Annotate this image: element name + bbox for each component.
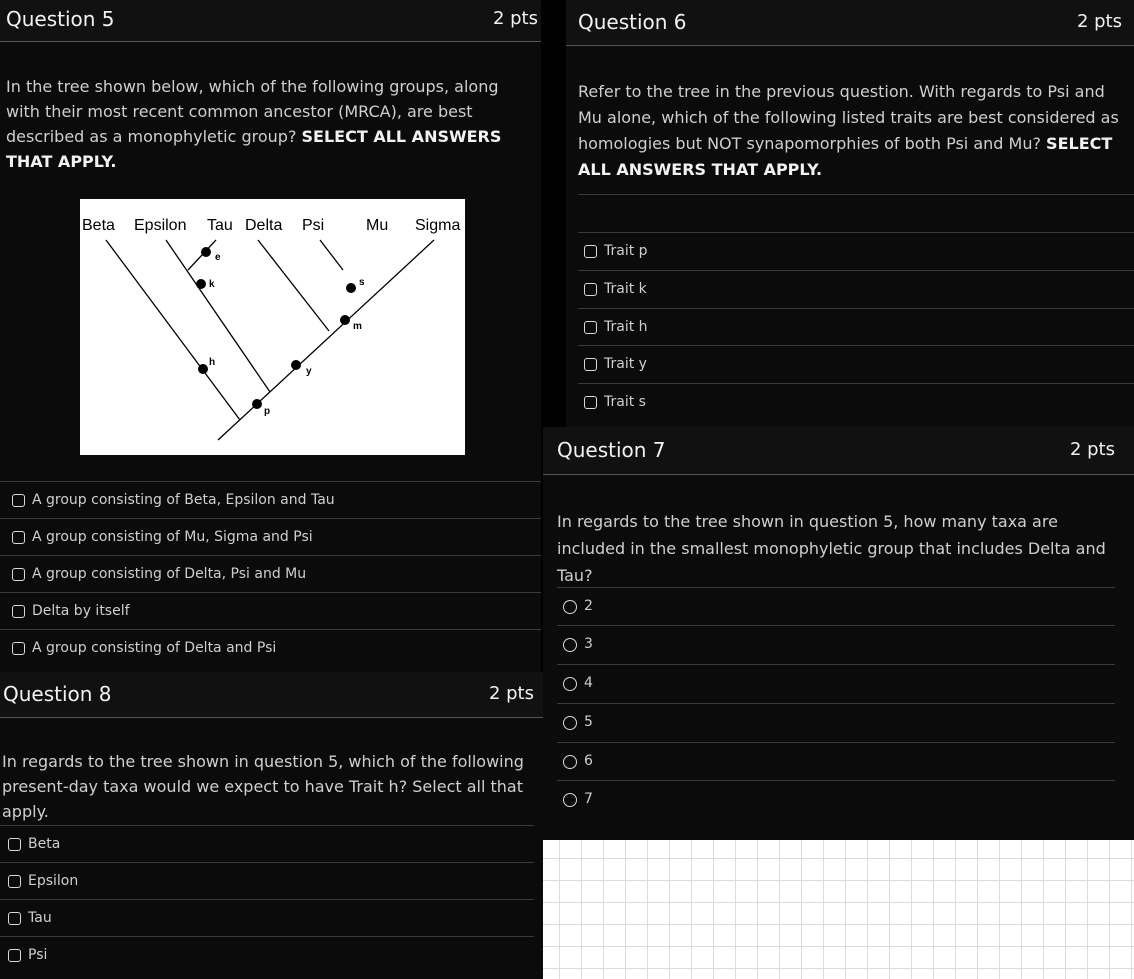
q7-option-1-radio[interactable] xyxy=(563,600,577,614)
question-6-text xyxy=(578,79,1126,183)
q8-option-1-checkbox[interactable] xyxy=(8,838,21,851)
q7-option-4-radio[interactable] xyxy=(563,716,577,730)
question-5-text xyxy=(6,74,536,174)
question-7-points: 2 pts xyxy=(1069,439,1115,460)
q5-option-2[interactable] xyxy=(0,518,541,556)
q7-option-3-radio[interactable] xyxy=(563,677,577,691)
q5-option-1-label: A group consisting of Beta, Epsilon and Tau xyxy=(32,492,335,508)
taxon-mu: Mu xyxy=(366,217,389,234)
q7-option-3[interactable] xyxy=(557,664,1115,703)
taxon-tau: Tau xyxy=(207,217,233,234)
q6-option-1[interactable] xyxy=(578,232,1134,270)
question-8-panel xyxy=(0,672,543,979)
trait-m-label: m xyxy=(353,321,362,332)
trait-s-dot xyxy=(346,283,356,293)
tree-diagram xyxy=(80,199,465,455)
q5-option-3-label: A group consisting of Delta, Psi and Mu xyxy=(32,566,307,582)
q5-option-3-checkbox[interactable] xyxy=(12,568,25,581)
q5-option-5[interactable] xyxy=(0,629,541,667)
trait-m-dot xyxy=(340,315,350,325)
q6-option-4[interactable] xyxy=(578,345,1134,383)
trait-y-label: y xyxy=(306,366,312,377)
question-6-prompt: Refer to the tree in the previous question. With regards to Psi and Mu alone, which of the following listed traits are best considered as homologies but NOT synapomorphies of both Psi and Mu? xyxy=(578,82,1119,153)
question-6-panel xyxy=(566,0,1134,427)
q6-option-4-label: Trait y xyxy=(604,356,647,372)
q6-option-3-checkbox[interactable] xyxy=(584,321,597,334)
question-8-points: 2 pts xyxy=(488,683,534,704)
q7-option-5-radio[interactable] xyxy=(563,755,577,769)
question-7-header xyxy=(543,427,1134,475)
q7-option-2-radio[interactable] xyxy=(563,638,577,652)
q6-option-2-label: Trait k xyxy=(604,281,647,297)
q8-option-2[interactable] xyxy=(0,862,534,900)
q6-option-5-checkbox[interactable] xyxy=(584,396,597,409)
taxon-beta: Beta xyxy=(82,217,115,234)
trait-h-dot xyxy=(198,364,208,374)
q8-option-3[interactable] xyxy=(0,899,534,937)
trait-p-label: p xyxy=(264,406,271,417)
q8-option-2-checkbox[interactable] xyxy=(8,875,21,888)
q6-option-3-label: Trait h xyxy=(604,319,648,335)
question-7-text: In regards to the tree shown in question 5, how many taxa are included in the smallest monophyletic group that includes Delta and Tau? xyxy=(557,512,1106,585)
q7-option-2-label: 3 xyxy=(584,636,593,652)
q7-option-6[interactable] xyxy=(557,780,1115,819)
q8-option-1[interactable] xyxy=(0,825,534,863)
q5-option-4-label: Delta by itself xyxy=(32,603,130,619)
q6-option-4-checkbox[interactable] xyxy=(584,358,597,371)
q7-option-6-radio[interactable] xyxy=(563,793,577,807)
taxon-delta: Delta xyxy=(245,217,283,234)
trait-k-label: k xyxy=(209,279,215,290)
q5-option-1-checkbox[interactable] xyxy=(12,494,25,507)
q8-option-4-label: Psi xyxy=(28,947,48,963)
q6-option-5[interactable] xyxy=(578,383,1134,421)
taxon-sigma: Sigma xyxy=(415,217,461,234)
q6-option-1-label: Trait p xyxy=(604,243,648,259)
q5-option-5-label: A group consisting of Delta and Psi xyxy=(32,640,277,656)
question-7-panel xyxy=(543,427,1134,840)
question-8-text: In regards to the tree shown in question 5, which of the following present-day taxa would we expect to have Trait h? Select all that apply. xyxy=(2,752,524,821)
question-5-points: 2 pts xyxy=(492,8,538,29)
q8-option-1-label: Beta xyxy=(28,836,61,852)
q8-option-3-label: Tau xyxy=(28,910,52,926)
q5-option-3[interactable] xyxy=(0,555,541,593)
trait-s-label: s xyxy=(359,277,365,288)
q7-option-5[interactable] xyxy=(557,742,1115,781)
q5-option-1[interactable] xyxy=(0,481,541,519)
question-6-instruction: SELECT ALL ANSWERS THAT APPLY. xyxy=(578,134,1113,179)
q6-option-5-label: Trait s xyxy=(604,394,646,410)
question-5-title: Question 5 xyxy=(6,7,115,31)
q8-option-4-checkbox[interactable] xyxy=(8,949,21,962)
q6-option-2-checkbox[interactable] xyxy=(584,283,597,296)
question-5-instruction: SELECT ALL ANSWERS THAT APPLY. xyxy=(6,127,502,171)
q5-option-4[interactable] xyxy=(0,592,541,630)
taxon-epsilon: Epsilon xyxy=(134,217,187,234)
q6-separator-top xyxy=(578,194,1134,195)
q7-option-1[interactable] xyxy=(557,587,1115,626)
question-6-header xyxy=(566,0,1134,46)
q7-option-2[interactable] xyxy=(557,625,1115,664)
question-5-header xyxy=(0,0,541,42)
q6-option-2[interactable] xyxy=(578,270,1134,308)
phylogenetic-tree xyxy=(80,199,465,455)
q5-option-2-label: A group consisting of Mu, Sigma and Psi xyxy=(32,529,313,545)
q7-option-6-label: 7 xyxy=(584,791,593,807)
trait-p-dot xyxy=(252,399,262,409)
q7-option-3-label: 4 xyxy=(584,675,593,691)
q5-option-4-checkbox[interactable] xyxy=(12,605,25,618)
q7-option-5-label: 6 xyxy=(584,753,593,769)
q7-option-1-label: 2 xyxy=(584,598,593,614)
trait-markers xyxy=(196,247,356,409)
question-8-header xyxy=(0,672,543,718)
trait-k-dot xyxy=(196,279,206,289)
question-8-title: Question 8 xyxy=(3,682,112,706)
question-5-prompt: In the tree shown below, which of the following groups, along with their most recent common ancestor (MRCA), are best described as a monophyletic group? xyxy=(6,77,499,146)
q7-option-4-label: 5 xyxy=(584,714,593,730)
q7-option-4[interactable] xyxy=(557,703,1115,742)
trait-h-label: h xyxy=(209,357,216,368)
q6-option-3[interactable] xyxy=(578,308,1134,346)
question-5-panel xyxy=(0,0,541,672)
question-6-points: 2 pts xyxy=(1076,11,1122,32)
q6-option-1-checkbox[interactable] xyxy=(584,245,597,258)
trait-e-dot xyxy=(201,247,211,257)
q8-option-3-checkbox[interactable] xyxy=(8,912,21,925)
q8-option-2-label: Epsilon xyxy=(28,873,79,889)
taxon-psi: Psi xyxy=(302,217,325,234)
trait-y-dot xyxy=(291,360,301,370)
q8-option-4[interactable] xyxy=(0,936,534,974)
q5-option-2-checkbox[interactable] xyxy=(12,531,25,544)
trait-e-label: e xyxy=(215,252,221,263)
question-7-title: Question 7 xyxy=(557,438,666,462)
q5-option-5-checkbox[interactable] xyxy=(12,642,25,655)
grid-background xyxy=(543,840,1134,979)
question-6-title: Question 6 xyxy=(578,10,687,34)
